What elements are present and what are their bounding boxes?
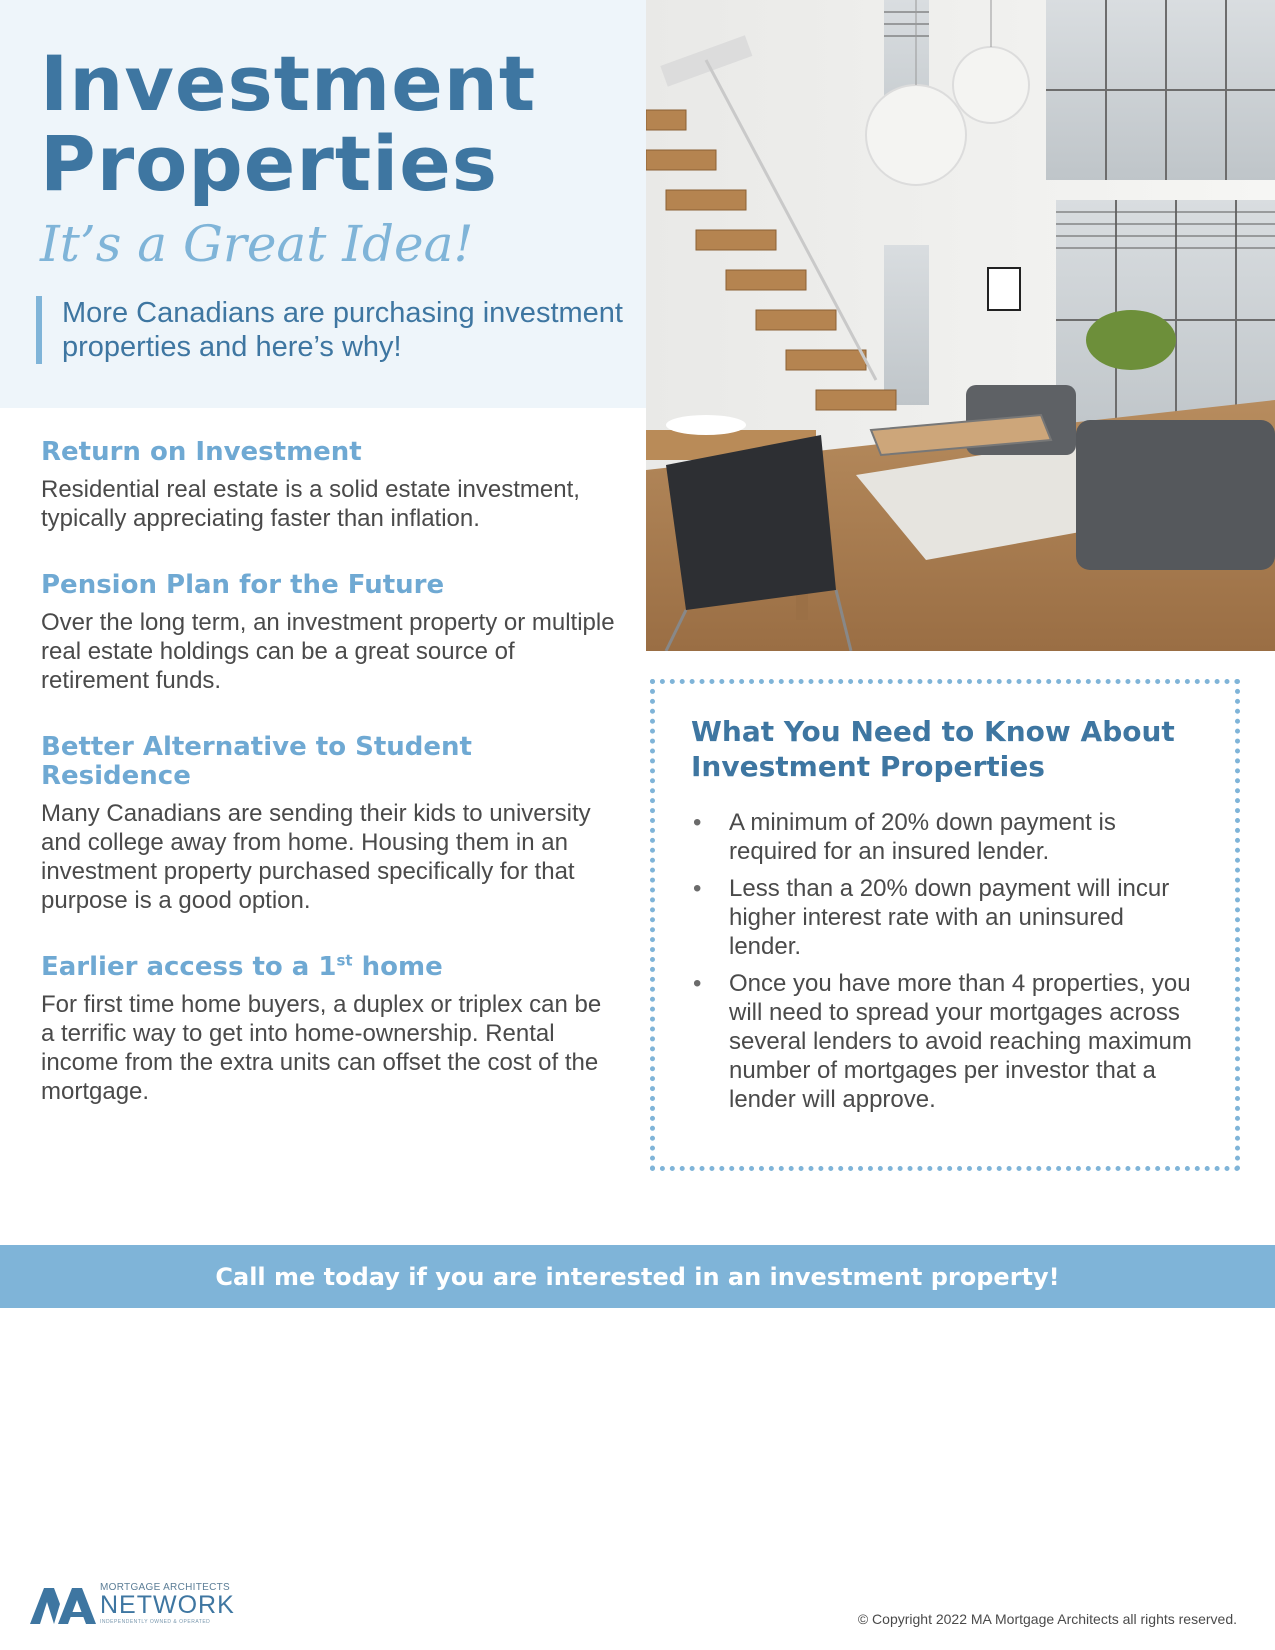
ordinal-suffix: st xyxy=(336,951,353,970)
section-heading-main: Earlier access to a 1 xyxy=(41,952,337,982)
section-heading-end: home xyxy=(352,952,443,982)
section-body: For first time home buyers, a duplex or triplex can be a terrific way to get into home-ownership. Rental income from the extra units can offset the cost of the mortgage. xyxy=(41,991,602,1105)
living-room-photo-illustration xyxy=(646,0,1275,651)
bullet-icon: • xyxy=(693,875,702,902)
hero-panel xyxy=(0,0,646,408)
tagline: It’s a Great Idea! xyxy=(40,215,474,273)
title-line-2: Properties xyxy=(40,119,498,208)
logo-top-text: MORTGAGE ARCHITECTS xyxy=(100,1582,230,1593)
intro-text: More Canadians are purchasing investment properties and here’s why! xyxy=(36,296,662,364)
list-item-text: A minimum of 20% down payment is required for an insured lender. xyxy=(729,809,1116,865)
section-return-on-investment xyxy=(41,438,621,533)
list-item xyxy=(691,874,1199,961)
section-heading: Better Alternative to Student Residence xyxy=(41,732,472,791)
section-heading: Pension Plan for the Future xyxy=(41,570,445,600)
title-line-1: Investment xyxy=(40,39,537,128)
bullet-icon: • xyxy=(693,809,702,836)
section-body: Over the long term, an investment property or multiple real estate holdings can be a great source of retirement funds. xyxy=(41,609,615,694)
info-box-list xyxy=(691,808,1199,1114)
list-item-text: Once you have more than 4 properties, you will need to spread your mortgages across several lenders to avoid reaching maximum number of mortgages per investor that a lender will approve. xyxy=(729,970,1192,1113)
section-heading: Return on Investment xyxy=(41,437,362,467)
section-student-residence xyxy=(41,733,621,915)
page-title xyxy=(40,39,537,208)
benefits-list xyxy=(41,438,621,1106)
list-item-text: Less than a 20% down payment will incur higher interest rate with an uninsured lender. xyxy=(729,875,1170,960)
ma-logo-icon xyxy=(30,1588,96,1624)
section-body: Residential real estate is a solid estate investment, typically appreciating faster than inflation. xyxy=(41,476,580,532)
list-item xyxy=(691,808,1199,866)
call-to-action-bar xyxy=(0,1245,1275,1308)
living-room-photo xyxy=(646,0,1275,651)
info-box-title: What You Need to Know About Investment Properties xyxy=(691,715,1175,783)
logo-main-text: NETWORK xyxy=(100,1591,235,1619)
section-pension-plan xyxy=(41,571,621,695)
section-heading xyxy=(41,953,621,982)
copyright-notice: © Copyright 2022 MA Mortgage Architects all rights reserved. xyxy=(857,1611,1237,1627)
section-body: Many Canadians are sending their kids to university and college away from home. Housing them in an investment property purchased specifically for that purpose is a good option. xyxy=(41,800,591,914)
section-first-home xyxy=(41,953,621,1106)
list-item xyxy=(691,969,1199,1114)
call-to-action-text: Call me today if you are interested in an investment property! xyxy=(215,1262,1060,1291)
bullet-icon: • xyxy=(693,970,702,997)
logo-sub-text: INDEPENDENTLY OWNED & OPERATED xyxy=(100,1619,211,1625)
what-you-need-to-know-box xyxy=(650,679,1240,1171)
company-logo xyxy=(30,1582,240,1626)
